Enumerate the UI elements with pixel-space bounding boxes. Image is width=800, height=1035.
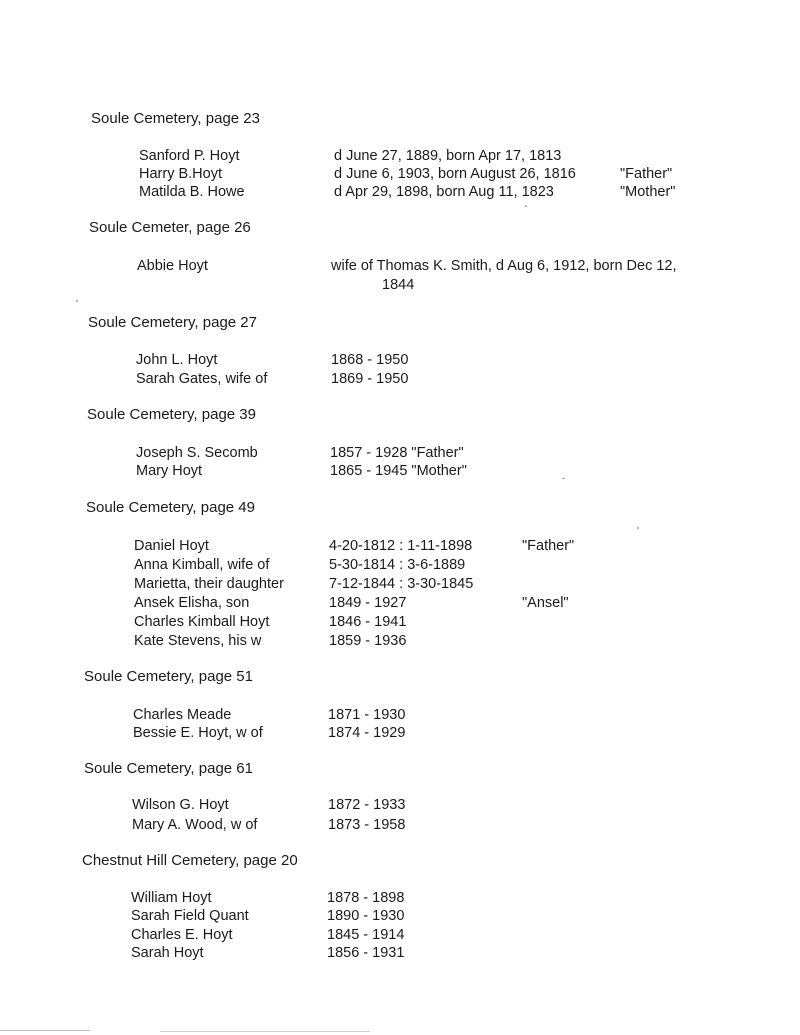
entry-note: "Mother": [620, 184, 676, 200]
entry-dates: 1846 - 1941: [329, 614, 407, 630]
entry-dates: 1845 - 1914: [327, 927, 405, 943]
scan-speck: [562, 478, 565, 479]
scan-edge-mark: [160, 1031, 370, 1032]
entry-dates: 1873 - 1958: [328, 817, 406, 833]
entry-dates: 1872 - 1933: [328, 797, 406, 813]
entry-dates: d June 27, 1889, born Apr 17, 1813: [334, 148, 562, 164]
entry-name: Abbie Hoyt: [137, 258, 208, 274]
section-heading: Soule Cemetery, page 49: [86, 499, 255, 516]
section-heading: Soule Cemeter, page 26: [89, 219, 251, 236]
entry-dates: 1874 - 1929: [328, 725, 406, 741]
section-heading: Soule Cemetery, page 23: [91, 110, 260, 127]
entry-name: Sanford P. Hoyt: [139, 148, 240, 164]
entry-name: Wilson G. Hoyt: [132, 797, 229, 813]
entry-dates: 1859 - 1936: [329, 633, 407, 649]
scan-edge-mark: [0, 1030, 90, 1031]
section-heading: Soule Cemetery, page 39: [87, 406, 256, 423]
entry-dates: d Apr 29, 1898, born Aug 11, 1823: [334, 184, 554, 200]
entry-name: Anna Kimball, wife of: [134, 557, 270, 573]
entry-dates: 7-12-1844 : 3-30-1845: [329, 576, 474, 592]
entry-name: Ansek Elisha, son: [134, 595, 250, 611]
section-heading: Chestnut Hill Cemetery, page 20: [82, 852, 298, 869]
entry-name: Charles Meade: [133, 707, 232, 723]
entry-name: John L. Hoyt: [136, 352, 218, 368]
entry-dates: 4-20-1812 : 1-11-1898: [329, 538, 473, 554]
entry-dates-continued: 1844: [382, 277, 415, 293]
entry-name: Sarah Gates, wife of: [136, 371, 268, 387]
entry-dates: wife of Thomas K. Smith, d Aug 6, 1912, born Dec 12,: [331, 258, 677, 274]
entry-dates: 1890 - 1930: [327, 908, 405, 924]
entry-name: Kate Stevens, his w: [134, 633, 262, 649]
entry-dates: 1865 - 1945 "Mother": [330, 463, 467, 479]
scan-speck: [76, 300, 78, 302]
entry-dates: 1869 - 1950: [331, 371, 409, 387]
entry-dates: d June 6, 1903, born August 26, 1816: [334, 166, 576, 182]
entry-dates: 1871 - 1930: [328, 707, 406, 723]
entry-note: "Father": [620, 166, 673, 182]
entry-dates: 1849 - 1927: [329, 595, 407, 611]
entry-name: Harry B.Hoyt: [139, 166, 222, 182]
entry-name: Charles E. Hoyt: [131, 927, 233, 943]
entry-name: Joseph S. Secomb: [136, 445, 258, 461]
entry-dates: 1878 - 1898: [327, 890, 405, 906]
entry-dates: 5-30-1814 : 3-6-1889: [329, 557, 466, 573]
section-heading: Soule Cemetery, page 51: [84, 668, 253, 685]
entry-note: "Father": [522, 538, 575, 554]
entry-name: Charles Kimball Hoyt: [134, 614, 270, 630]
entry-name: Daniel Hoyt: [134, 538, 209, 554]
entry-name: William Hoyt: [131, 890, 212, 906]
entry-name: Sarah Hoyt: [131, 945, 204, 961]
entry-name: Sarah Field Quant: [131, 908, 249, 924]
entry-note: "Ansel": [522, 595, 569, 611]
entry-name: Bessie E. Hoyt, w of: [133, 725, 263, 741]
scan-speck: [525, 205, 527, 207]
entry-dates: 1856 - 1931: [327, 945, 405, 961]
entry-dates: 1868 - 1950: [331, 352, 409, 368]
section-heading: Soule Cemetery, page 61: [84, 760, 253, 777]
entry-name: Mary A. Wood, w of: [132, 817, 258, 833]
entry-name: Marietta, their daughter: [134, 576, 284, 592]
section-heading: Soule Cemetery, page 27: [88, 314, 257, 331]
entry-name: Matilda B. Howe: [139, 184, 245, 200]
entry-name: Mary Hoyt: [136, 463, 203, 479]
scan-speck: [637, 527, 639, 529]
entry-dates: 1857 - 1928 "Father": [330, 445, 464, 461]
